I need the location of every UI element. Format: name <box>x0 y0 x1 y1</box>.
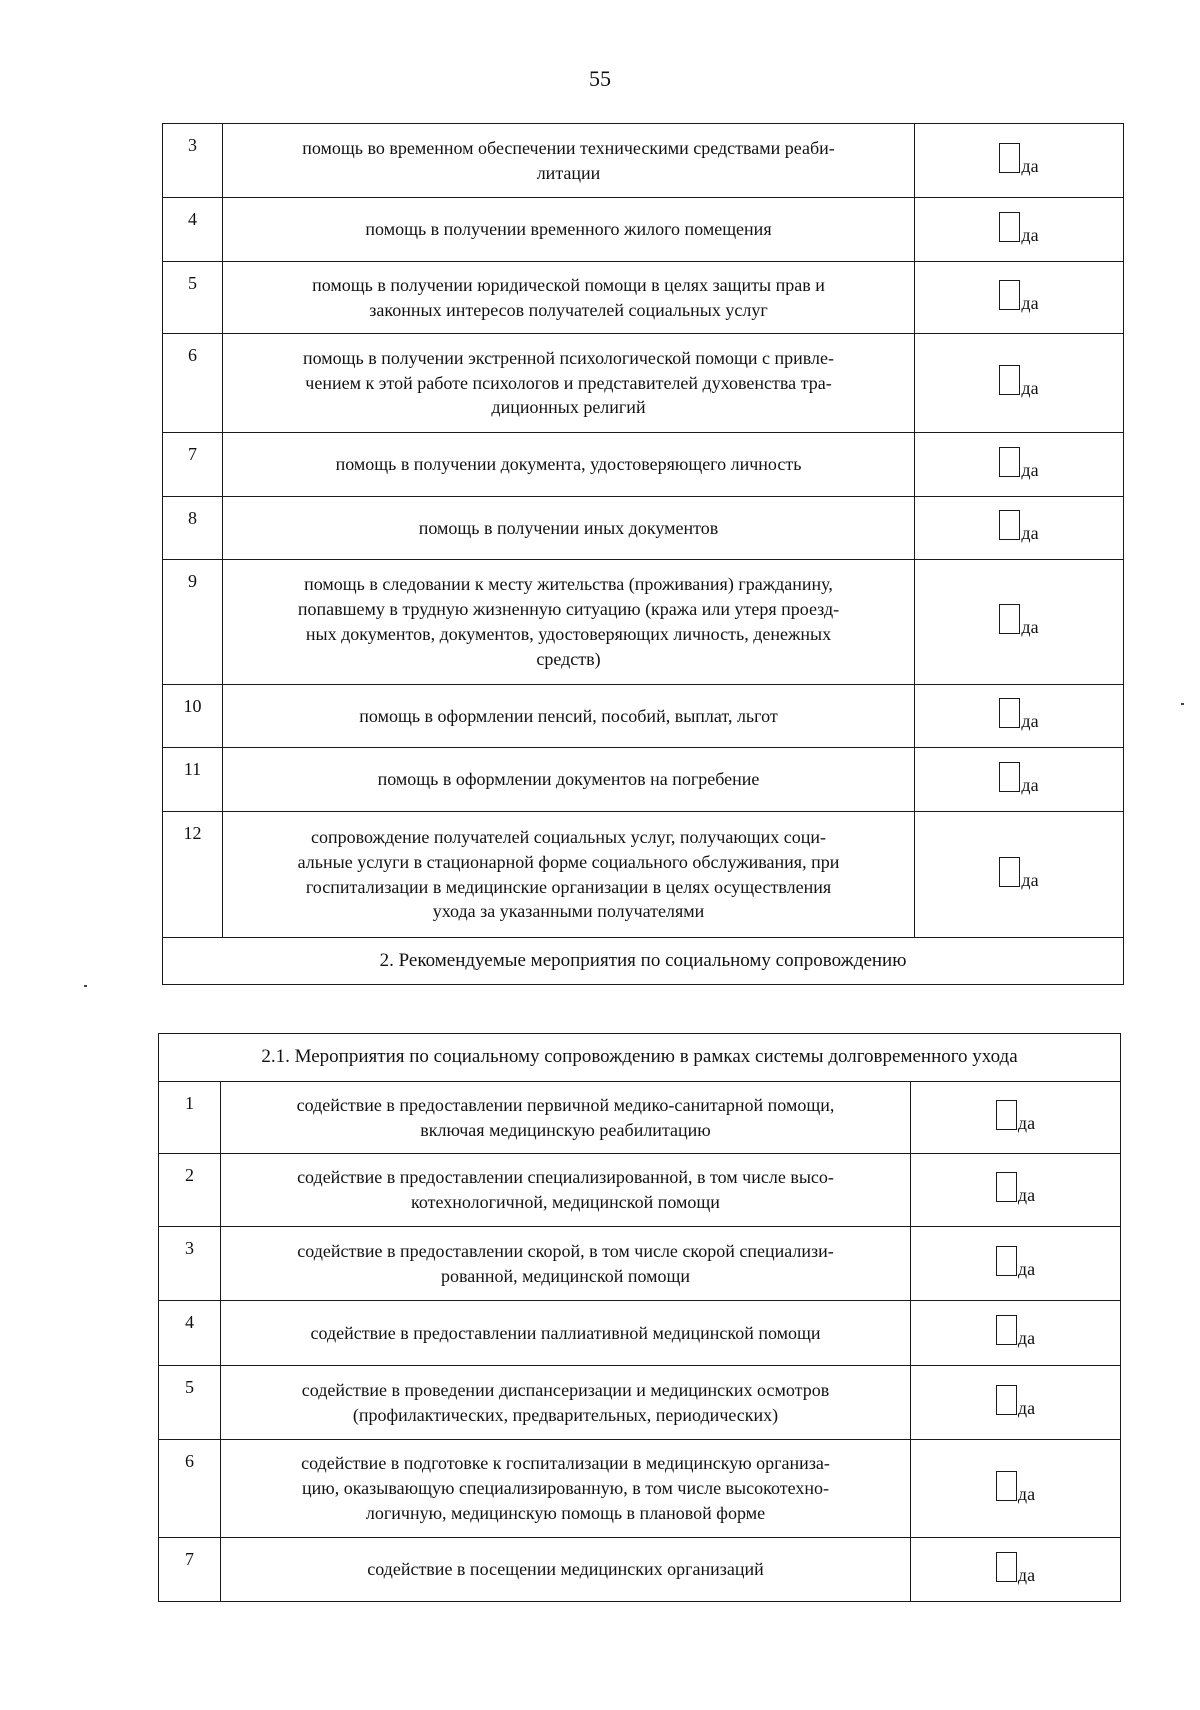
checkbox-cell[interactable] <box>911 1366 1121 1440</box>
checkbox-cell[interactable] <box>911 1538 1121 1602</box>
table-row <box>163 560 1124 685</box>
row-number: 5 <box>159 1366 221 1440</box>
checkbox-cell[interactable] <box>915 198 1124 262</box>
checkbox[interactable] <box>996 1100 1017 1130</box>
row-number: 4 <box>163 198 223 262</box>
table-row <box>163 262 1124 334</box>
row-number: 3 <box>163 124 223 198</box>
row-text: помощь в оформлении пенсий, пособий, выплат, льгот <box>223 685 915 748</box>
table-row <box>163 812 1124 938</box>
checkbox-cell[interactable] <box>915 124 1124 198</box>
section-2-1-title: 2.1. Мероприятия по социальному сопровождению в рамках системы долговременного ухода <box>159 1034 1121 1082</box>
checkbox[interactable] <box>999 447 1020 477</box>
row-number: 6 <box>159 1440 221 1538</box>
row-text: помощь в получении иных документов <box>223 497 915 560</box>
checkbox-label: да <box>1021 774 1039 795</box>
row-number: 9 <box>163 560 223 685</box>
row-number: 5 <box>163 262 223 334</box>
checkbox-label: да <box>1017 1258 1036 1279</box>
checkbox-label: да <box>1021 869 1039 890</box>
table-row <box>159 1301 1121 1366</box>
checkbox[interactable] <box>999 762 1020 792</box>
checkbox-label: да <box>1017 1483 1036 1504</box>
checkbox[interactable] <box>999 280 1020 310</box>
row-number: 7 <box>159 1538 221 1602</box>
row-number: 2 <box>159 1154 221 1227</box>
row-number: 8 <box>163 497 223 560</box>
checkbox[interactable] <box>999 212 1020 242</box>
checkbox[interactable] <box>996 1172 1017 1202</box>
checkbox[interactable] <box>996 1385 1017 1415</box>
checkbox-cell[interactable] <box>915 685 1124 748</box>
row-text: содействие в предоставлении специализированной, в том числе высо- котехнологичной, медицинской помощи <box>221 1154 911 1227</box>
checkbox[interactable] <box>999 604 1020 634</box>
checkbox-label: да <box>1021 459 1039 480</box>
section-2-title: 2. Рекомендуемые мероприятия по социальному сопровождению <box>163 938 1124 985</box>
checkbox-label: да <box>1021 711 1039 732</box>
row-text: содействие в предоставлении первичной медико-санитарной помощи, включая медицинскую реабилитацию <box>221 1082 911 1154</box>
row-text: содействие в посещении медицинских организаций <box>221 1538 911 1602</box>
checkbox-cell[interactable] <box>915 812 1124 938</box>
checkbox-label: да <box>1017 1397 1036 1418</box>
table-row <box>159 1154 1121 1227</box>
row-text: помощь в получении юридической помощи в целях защиты прав и законных интересов получателей социальных услуг <box>223 262 915 334</box>
checkbox-cell[interactable] <box>915 262 1124 334</box>
table-row <box>163 748 1124 812</box>
checkbox[interactable] <box>996 1315 1017 1345</box>
row-number: 4 <box>159 1301 221 1366</box>
checkbox-cell[interactable] <box>911 1082 1121 1154</box>
row-number: 11 <box>163 748 223 812</box>
table-row <box>159 1082 1121 1154</box>
row-text: помощь в получении документа, удостоверяющего личность <box>223 433 915 497</box>
row-text: помощь в получении экстренной психологической помощи с привле- чением к этой работе психологов и представителей духовенства тра- диционных религий <box>223 334 915 433</box>
row-number: 3 <box>159 1227 221 1301</box>
table-row <box>163 124 1124 198</box>
table-row <box>163 685 1124 748</box>
measures-table-bottom <box>158 1033 1121 1602</box>
checkbox-label: да <box>1021 617 1039 638</box>
checkbox-label: да <box>1017 1185 1036 1206</box>
checkbox-label: да <box>1021 378 1039 399</box>
section-header-row <box>159 1034 1121 1082</box>
checkbox-cell[interactable] <box>911 1301 1121 1366</box>
checkbox-cell[interactable] <box>911 1440 1121 1538</box>
row-text: помощь во временном обеспечении техническими средствами реаби- литации <box>223 124 915 198</box>
row-text: помощь в получении временного жилого помещения <box>223 198 915 262</box>
checkbox-label: да <box>1017 1328 1036 1349</box>
row-text: помощь в оформлении документов на погребение <box>223 748 915 812</box>
checkbox-cell[interactable] <box>915 560 1124 685</box>
checkbox-cell[interactable] <box>915 433 1124 497</box>
checkbox[interactable] <box>999 857 1020 887</box>
row-text: содействие в подготовке к госпитализации в медицинскую организа- цию, оказывающую специализированную, в том числе высокотехно- логичную, медицинскую помощь в плановой форме <box>221 1440 911 1538</box>
measures-table-top <box>162 123 1124 985</box>
row-text: содействие в предоставлении паллиативной медицинской помощи <box>221 1301 911 1366</box>
checkbox-cell[interactable] <box>915 334 1124 433</box>
checkbox-label: да <box>1017 1564 1036 1585</box>
page-number: 55 <box>589 66 611 91</box>
checkbox-label: да <box>1017 1112 1036 1133</box>
checkbox-label: да <box>1021 224 1039 245</box>
checkbox-label: да <box>1021 155 1039 176</box>
row-number: 6 <box>163 334 223 433</box>
row-number: 12 <box>163 812 223 938</box>
checkbox[interactable] <box>996 1471 1017 1501</box>
checkbox[interactable] <box>999 365 1020 395</box>
table-row <box>159 1227 1121 1301</box>
table-row <box>163 433 1124 497</box>
table-row <box>159 1366 1121 1440</box>
table-row <box>163 198 1124 262</box>
row-number: 1 <box>159 1082 221 1154</box>
checkbox-label: да <box>1021 292 1039 313</box>
row-text: содействие в предоставлении скорой, в том числе скорой специализи- рованной, медицинской помощи <box>221 1227 911 1301</box>
checkbox[interactable] <box>999 143 1020 173</box>
checkbox-label: да <box>1021 523 1039 544</box>
checkbox-cell[interactable] <box>911 1227 1121 1301</box>
row-number: 10 <box>163 685 223 748</box>
row-number: 7 <box>163 433 223 497</box>
checkbox[interactable] <box>999 510 1020 540</box>
checkbox-cell[interactable] <box>915 497 1124 560</box>
section-header-row <box>163 938 1124 985</box>
table-row <box>163 334 1124 433</box>
row-text: сопровождение получателей социальных услуг, получающих соци- альные услуги в стационарной форме социального обслуживания, при госпитализации в медицинские организации в целях осуществления ухода за указанными получателями <box>223 812 915 938</box>
row-text: помощь в следовании к месту жительства (проживания) гражданину, попавшему в трудную жизненную ситуацию (кража или утеря проезд- ных документов, документов, удостоверяющих личность, денежных средств) <box>223 560 915 685</box>
table-row <box>159 1440 1121 1538</box>
checkbox-cell[interactable] <box>911 1154 1121 1227</box>
checkbox-cell[interactable] <box>915 748 1124 812</box>
checkbox[interactable] <box>996 1246 1017 1276</box>
table-row <box>159 1538 1121 1602</box>
checkbox[interactable] <box>999 698 1020 728</box>
checkbox[interactable] <box>996 1552 1017 1582</box>
scan-speck <box>84 985 87 987</box>
table-row <box>163 497 1124 560</box>
row-text: содействие в проведении диспансеризации и медицинских осмотров (профилактических, предварительных, периодических) <box>221 1366 911 1440</box>
scan-speck <box>1181 703 1184 705</box>
